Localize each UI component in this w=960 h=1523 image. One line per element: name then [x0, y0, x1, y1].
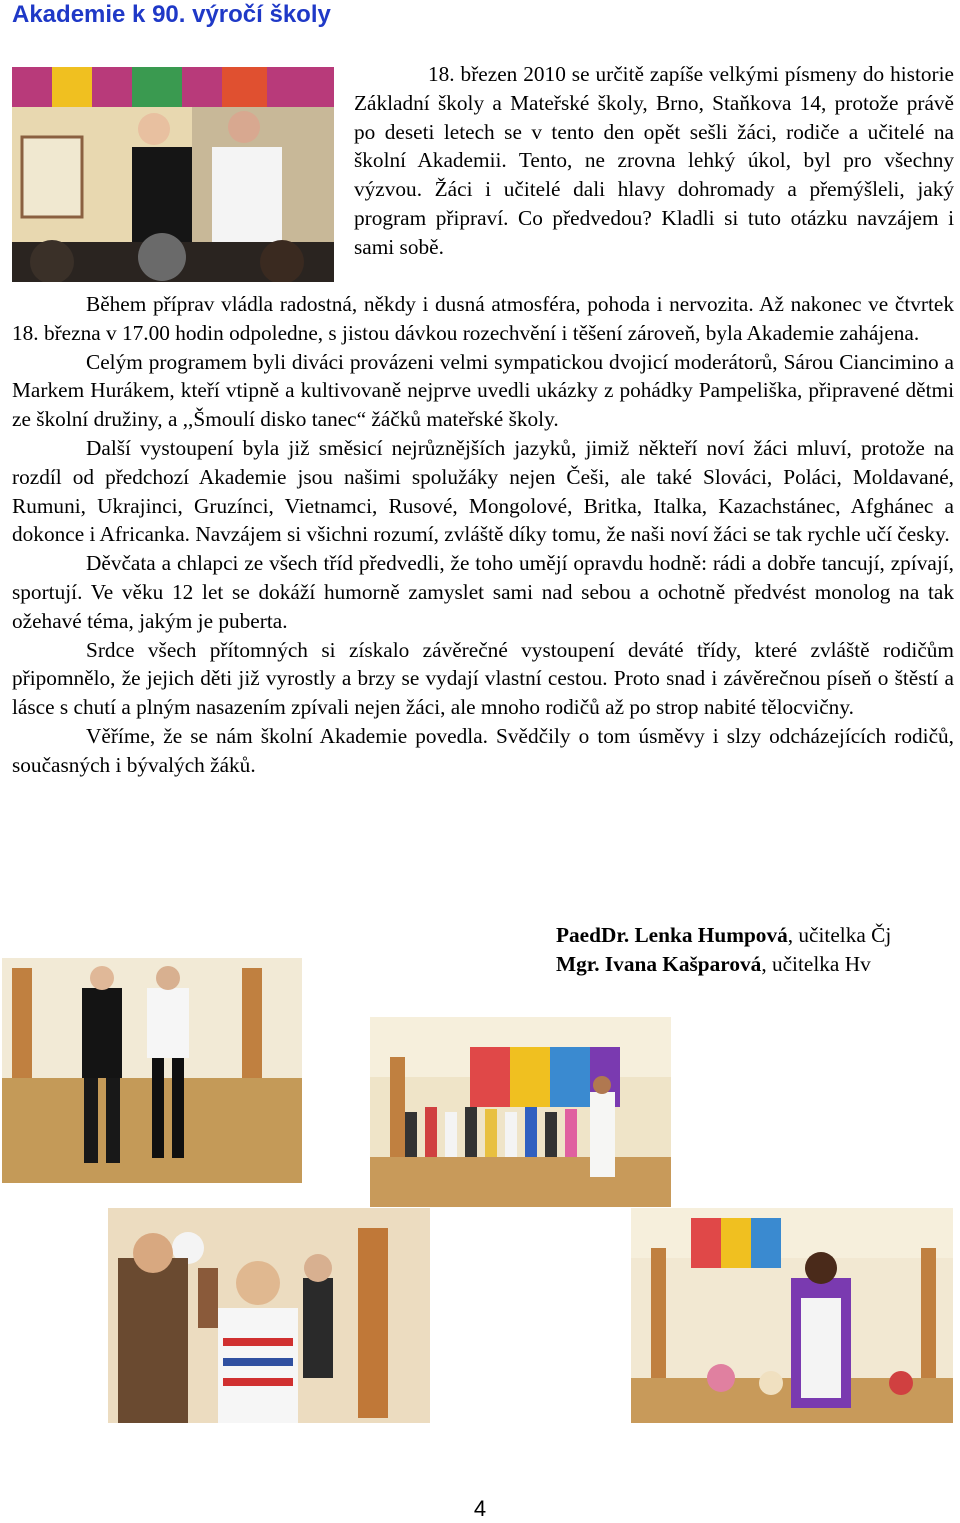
page-number: 4: [473, 1496, 487, 1521]
signature-name: PaedDr. Lenka Humpová: [556, 923, 788, 947]
photo-boy-microphone: [108, 1208, 430, 1423]
signature-role: , učitelka Hv: [761, 952, 871, 976]
intro-text: [354, 60, 954, 262]
signature-humpova: [556, 921, 891, 950]
body-text: [12, 290, 954, 780]
paragraph-ninth-grade: Srdce všech přítomných si získalo závěrečné vystoupení deváté třídy, které zvláště rodičům připomnělo, že jejich děti již vyrostly a brzy se vydají vlastní cestou. Proto snad i závěrečnou píseň o štěstí a lásce s chutí a plným nasazením zpívali nejen žáci, ale mnoho rodičů až po strop nabité tělocvičny.: [12, 637, 954, 720]
photo-performer-children: [631, 1208, 953, 1423]
signature-kasparova: [556, 950, 871, 979]
paragraph-moderators: Celým programem byli diváci provázeni velmi sympatickou dvojicí moderátorů, Sárou Ciancimino a Markem Hurákem, kteří vtipně a kultivovaně nejprve uvedli ukázky z pohádky Pampeliška, připravené dětmi ze školní družiny, a ,,Šmoulí disko tanec“ žáčků mateřské školy.: [12, 349, 954, 432]
signature-name: Mgr. Ivana Kašparová: [556, 952, 762, 976]
paragraph-preparations: Během příprav vládla radostná, někdy i dusná atmosféra, pohoda i nervozita. Až nakonec ve čtvrtek 18. března v 17.00 hodin odpoledne, s jistou dávkou rozechvění i těšení zároveň, byla Akademie zahájena.: [12, 292, 954, 345]
paragraph-performances: Děvčata a chlapci ze všech tříd předvedli, že toho umějí opravdu hodně: rádi a dobře tancují, zpívají, sportují. Ve věku 12 let se dokáží humorně zamyslet sami nad sebou a ochotně předvést monolog na tak ožehavé téma, jakým je puberta.: [12, 551, 954, 633]
photo-presenters-gym: [2, 958, 302, 1183]
paragraph-conclusion: Věříme, že se nám školní Akademie povedla. Svědčily o tom úsměvy i slzy odcházejících rodičů, současných i bývalých žáků.: [12, 723, 954, 777]
photo-children-group: [370, 1017, 671, 1207]
intro-paragraph: 18. březen 2010 se určitě zapíše velkými písmeny do historie Základní školy a Mateřské školy, Brno, Staňkova 14, protože právě po deseti letech se v tento den opět sešli žáci, rodiče a učitelé na školní Akademii. Tento, ne zrovna lehký úkol, byl pro všechny výzvou. Žáci i učitelé dali hlavy dohromady a přemýšleli, jaký program připraví. Co předvedou? Kladli si tuto otázku navzájem i sami sobě.: [354, 62, 954, 259]
paragraph-languages: Další vystoupení byla již směsicí nejrůznějších jazyků, jimiž někteří noví žáci mluví, protože na rozdíl od předchozí Akademie jsou našimi spolužáky nejen Češi, ale také Slováci, Poláci, Moldavané, Rumuni, Ukrajinci, Gruzínci, Vietnamci, Rusové, Mongolové, Britka, Italka, Kazachstánec, Afghánec a dokonce i Africanka. Navzájem si všichni rozumí, zvláště díky tomu, že naši noví žáci se tak rychle učí česky.: [12, 435, 954, 547]
article-title: Akademie k 90. výročí školy: [12, 1, 331, 28]
photo-presenters-backdrop: [12, 67, 334, 282]
signature-role: , učitelka Čj: [787, 923, 892, 947]
